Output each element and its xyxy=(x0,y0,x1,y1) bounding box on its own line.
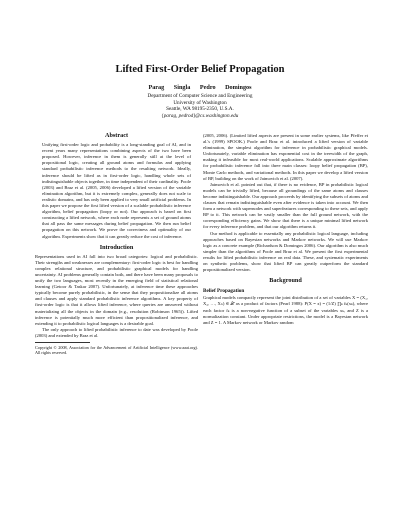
affiliation-block xyxy=(0,93,400,119)
affiliation-university: University of Washington xyxy=(173,99,227,106)
introduction-heading: Introduction xyxy=(99,243,134,251)
affiliation-email: {parag, pedrod}@cs.washington.edu xyxy=(161,112,239,119)
footnote-divider xyxy=(35,342,90,343)
belief-propagation-text: Graphical models compactly represent the joint distribution of a set of variables X = (X₁, X₂, …, Xₙ) ∈ 𝒳 as a product of factors (Pearl 1988): P(X = x) = (1/Z) ∏ₖ fₖ(xₖ), where each factor fₖ is a non-negative function of a subset of the variables xₖ, and Z is a normalization constant. Under appropriate restrictions, the model is a Bayesian network and Z = 1. A Markov network or Markov random xyxy=(203,295,368,325)
right-paragraph-2: Jaimovich et al. pointed out that, if there is no evidence, BP in probabilistic logical models can be trivially lifted, because all groundings of the same atoms and clauses become indistinguishable. Our approach proceeds by identifying the subsets of atoms and clauses that remain indistinguishable even after evidence is taken into account. We then form a network with supernodes and superfeatures corresponding to these sets, and apply BP to it. This network can be vastly smaller than the full ground network, with the corresponding efficiency gains. We show that there is a unique minimal lifted network for every inference problem, and that our algorithm returns it. xyxy=(203,181,368,230)
abstract-text: Unifying first-order logic and probability is a long-standing goal of AI, and in recent years many representations combining aspects of the two have been proposed. However, inference in them is generally still at the level of propositional logic, creating all ground atoms and formulas and applying standard probabilistic inference methods to the resulting network. Ideally, inference should be lifted as in first-order logic, handling whole sets of indistinguishable objects together, in time independent of their cardinality. Poole (2003) and Braz et al. (2005, 2006) developed a lifted version of the variable elimination algorithm, but it is extremely complex, generally does not scale to realistic domains, and has only been applied to very small artificial problems. In this paper we propose the first lifted version of a scalable probabilistic inference algorithm, belief propagation (loopy or not). Our approach is based on first constructing a lifted network, where each node represents a set of ground atoms that all pass the same messages during belief propagation. We then run belief propagation on this network. We prove the correctness and optimality of our algorithm. Experiments show that it can greatly reduce the cost of inference. xyxy=(42,142,191,239)
right-paragraph-1: (2005, 2006). (Limited lifted aspects are present in some earlier systems, like Pfeffer et al.'s (1999) SPOOK.) Poole and Braz et al. introduced a lifted version of variable elimination, the simplest algorithm for inference in probabilistic graphical models. Unfortunately, variable elimination has exponential cost in the treewidth of the graph, making it infeasible for most real-world applications. Scalable approximate algorithms for probabilistic inference fall into three main classes: loopy belief propagation (BP), Monte Carlo methods, and variational methods. In this paper we develop a lifted version of BP, building on the work of Jaimovich et al. (2007). xyxy=(203,133,368,181)
abstract-heading: Abstract xyxy=(104,132,129,139)
left-column xyxy=(35,133,198,355)
right-paragraph-3: Our method is applicable to essentially any probabilistic logical language, including approaches based on Bayesian networks and Markov networks. We will use Markov logic as a concrete example (Richardson & Domingos 2006). Our algorithm is also much simpler than the algorithms of Poole and Braz et al. We present the first experimental results for lifted probabilistic inference on real data. These, and systematic experiments on synthetic problems, show that lifted BP can greatly outperform the standard propositionalized version. xyxy=(203,230,368,273)
paper-authors: Parag Singla Pedro Domingos xyxy=(148,84,252,91)
right-column xyxy=(203,133,368,326)
affiliation-department: Department of Computer Science and Engineering xyxy=(147,93,253,99)
belief-propagation-subheading: Belief Propagation xyxy=(203,288,245,295)
affiliation-address: Seattle, WA 98195-2350, U.S.A. xyxy=(166,106,234,112)
introduction-paragraph-1: Representations used in AI fall into two broad categories: logical and probabilistic. Their strengths and weaknesses are complementary: first-order logic is best for handling complex relational structure, and probabilistic graphical models for handling uncertainty. AI problems generally contain both, and there have been many proposals to unify the two languages, most recently in the emerging field of statistical relational learning (Getoor & Taskar 2007). Unfortunately, at inference time these approaches typically become purely probabilistic, in the sense that they propositionalize all atoms and clauses and apply standard probabilistic inference algorithms. A key property of first-order logic is that it allows lifted inference, where queries are answered without materializing all the objects in the domain (e.g., resolution (Robinson 1965)). Lifted inference is potentially much more efficient than propositionalized inference, and extending it to probabilistic logical languages is a desirable goal. xyxy=(35,253,198,326)
paper-title: Lifted First-Order Belief Propagation xyxy=(115,64,285,75)
background-heading: Background xyxy=(269,277,302,285)
copyright-footnote: Copyright © 2008, Association for the Advancement of Artificial Intelligence (www.aaai.org). All rights reserved. xyxy=(35,345,198,356)
introduction-paragraph-2: The only approach to lifted probabilistic inference to date was developed by Poole (2003) and extended by Braz et al. xyxy=(35,326,198,338)
